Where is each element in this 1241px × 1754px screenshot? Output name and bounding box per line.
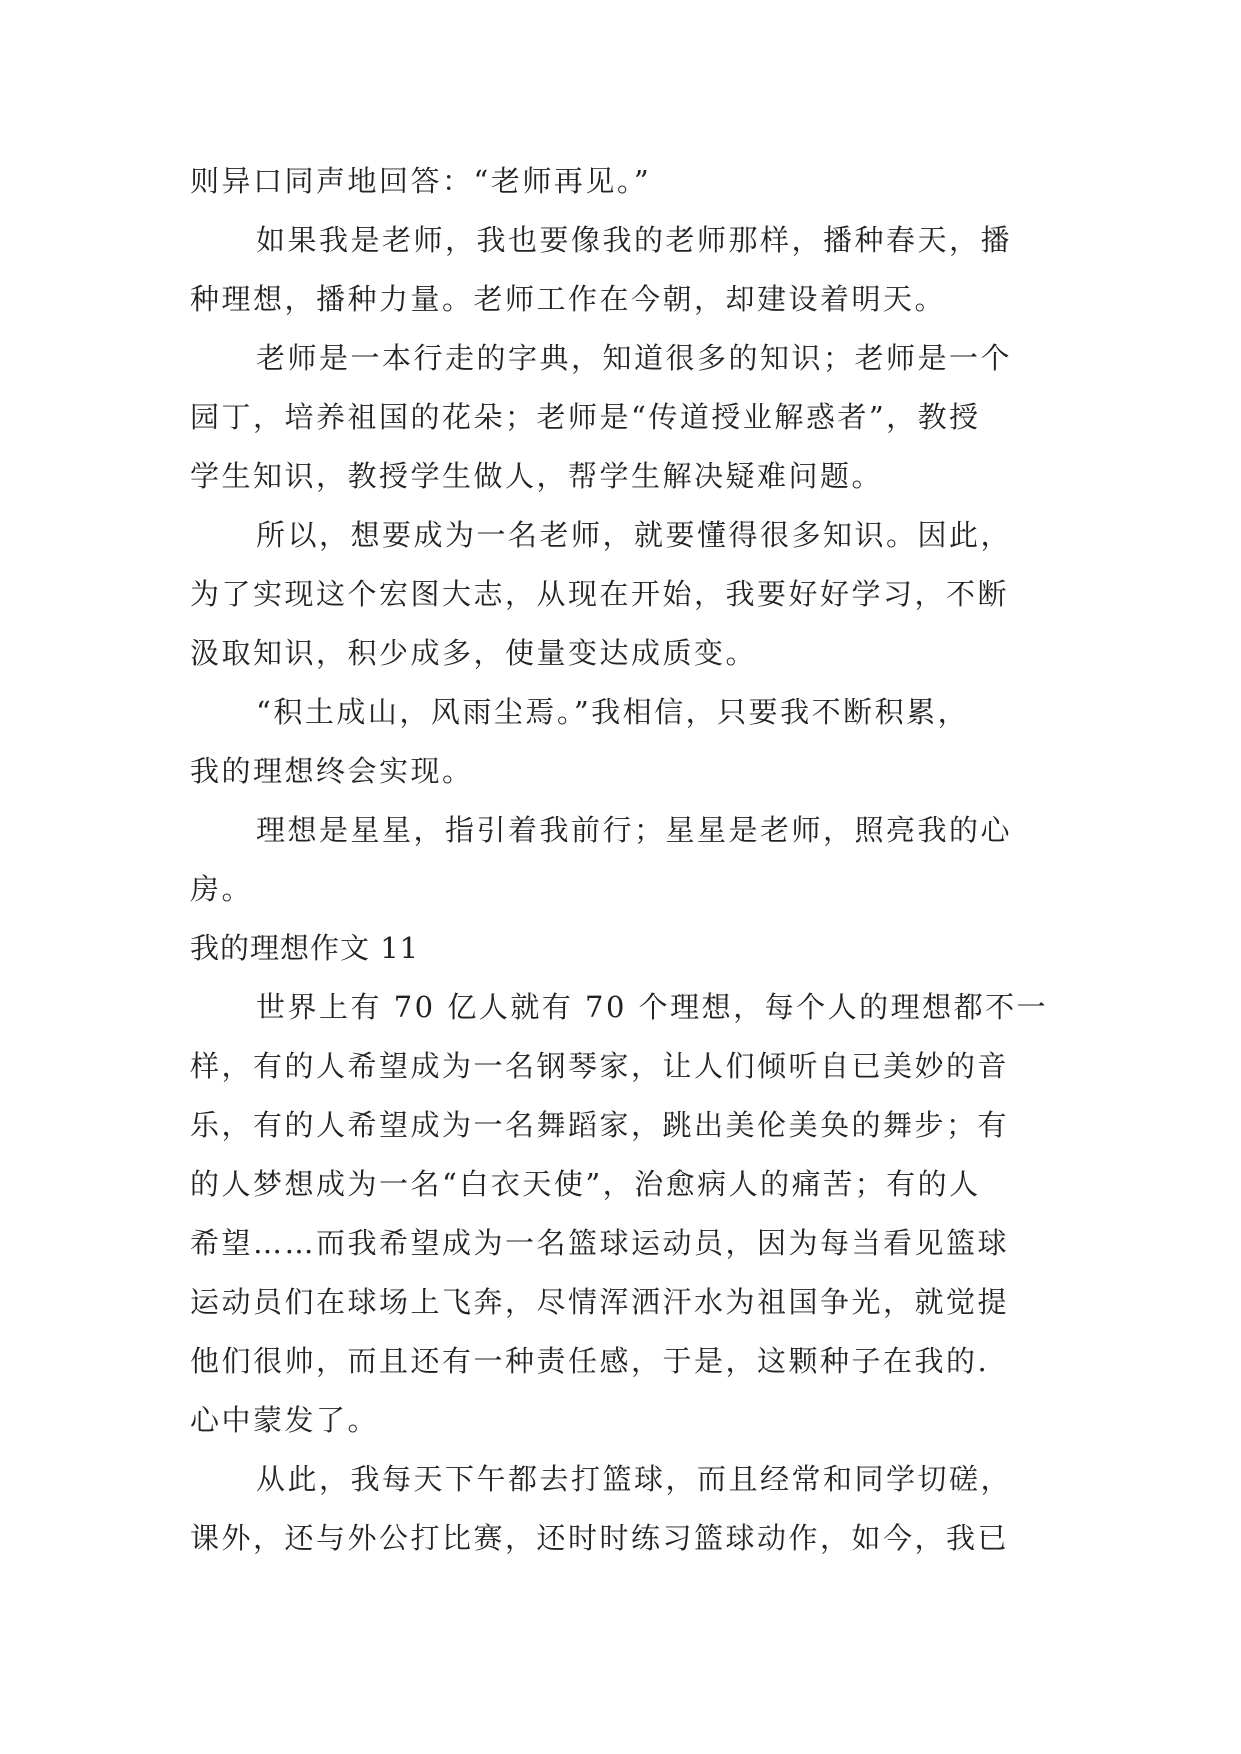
- text-line: 理想是星星，指引着我前行；星星是老师，照亮我的心: [256, 813, 1013, 847]
- text-line: 运动员们在球场上飞奔，尽情浑洒汗水为祖国争光，就觉提: [190, 1285, 1010, 1319]
- text-line: 学生知识，教授学生做人，帮学生解决疑难问题。: [190, 459, 884, 493]
- text-line: 房。: [190, 872, 254, 906]
- section-heading: 我的理想作文 11: [190, 931, 420, 965]
- text-line: 从此，我每天下午都去打篮球，而且经常和同学切磋，: [256, 1462, 1013, 1496]
- text-line: 种理想，播种力量。老师工作在今朝，却建设着明天。: [190, 282, 947, 316]
- text-line: 课外，还与外公打比赛，还时时练习篮球动作，如今，我已: [190, 1521, 1010, 1555]
- text-line: 样，有的人希望成为一名钢琴家，让人们倾听自已美妙的音: [190, 1049, 1010, 1083]
- text-line: 为了实现这个宏图大志，从现在开始，我要好好学习，不断: [190, 577, 1010, 611]
- text-line: 希望……而我希望成为一名篮球运动员，因为每当看见篮球: [190, 1226, 1010, 1260]
- text-line: 如果我是老师，我也要像我的老师那样，播种春天，播: [256, 223, 1013, 257]
- text-line: “积土成山，风雨尘焉。”我相信，只要我不断积累，: [256, 695, 970, 729]
- text-line: 世界上有 70 亿人就有 70 个理想，每个人的理想都不一: [256, 990, 1049, 1024]
- text-line: 园丁，培养祖国的花朵；老师是“传道授业解惑者”，教授: [190, 400, 981, 434]
- text-line: 老师是一本行走的字典，知道很多的知识；老师是一个: [256, 341, 1013, 375]
- text-line: 他们很帅，而且还有一种责任感，于是，这颗种子在我的.: [190, 1344, 990, 1378]
- text-line: 所以，想要成为一名老师，就要懂得很多知识。因此，: [256, 518, 1013, 552]
- text-line: 汲取知识，积少成多，使量变达成质变。: [190, 636, 758, 670]
- text-line: 乐，有的人希望成为一名舞蹈家，跳出美伦美奂的舞步；有: [190, 1108, 1010, 1142]
- text-line: 则异口同声地回答：“老师再见。”: [190, 164, 652, 198]
- document-body: [190, 152, 1060, 1568]
- text-line: 我的理想终会实现。: [190, 754, 474, 788]
- text-line: 心中蒙发了。: [190, 1403, 380, 1437]
- text-line: 的人梦想成为一名“白衣天使”，治愈病人的痛苦；有的人: [190, 1167, 981, 1201]
